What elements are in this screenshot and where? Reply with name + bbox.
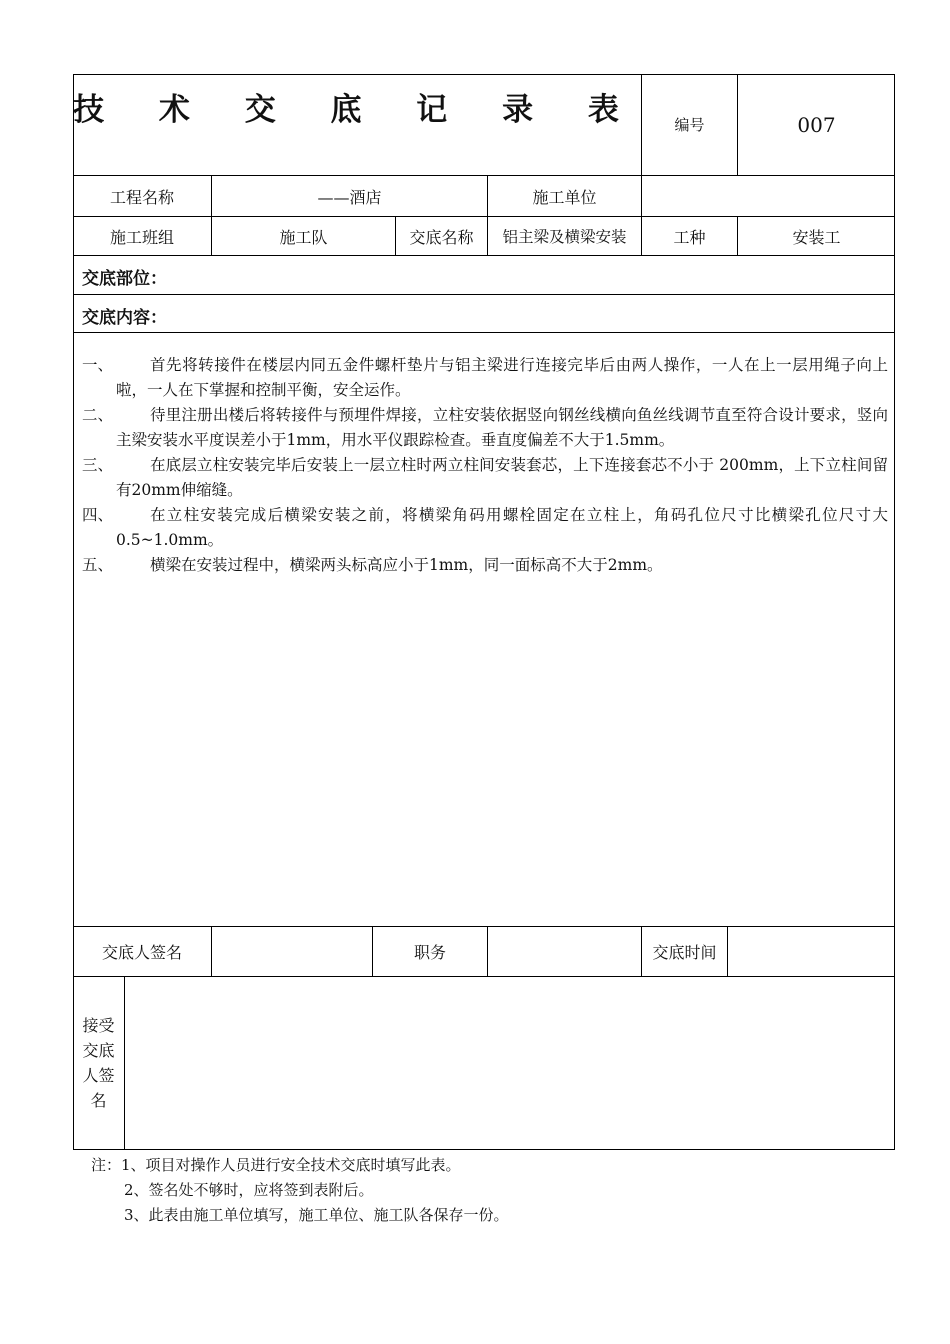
item-number: 五、 [82, 556, 114, 574]
disclosure-name-label: 交底名称 [409, 227, 474, 247]
disclosure-name-value: 铝主梁及横梁安装 [502, 228, 627, 246]
receiver-signature-label-cell [73, 976, 124, 1150]
note-item: 3、此表由施工单位填写，施工单位、施工队各保存一份。 [124, 1206, 509, 1224]
discloser-signature-field[interactable] [212, 927, 372, 976]
disclosure-content [82, 353, 888, 578]
team-value: 施工队 [279, 227, 328, 247]
content-item [82, 553, 888, 578]
content-item [82, 353, 888, 403]
discloser-signature-label: 交底人签名 [101, 943, 182, 962]
content-item [82, 503, 888, 553]
content-label: 交底内容： [82, 308, 167, 328]
position-label: 职务 [413, 943, 446, 962]
disclosure-time-label: 交底时间 [652, 943, 717, 962]
item-text: 横梁在安装过程中，横梁两头标高应小于1mm，同一面标高不大于2mm。 [150, 556, 663, 574]
project-name-label: 工程名称 [109, 187, 174, 207]
position-field[interactable] [488, 927, 641, 976]
content-item [82, 453, 888, 503]
item-text: 首先将转接件在楼层内同五金件螺杆垫片与铝主梁进行连接完毕后由两人操作，一人在上一层用绳子向上啦，一人在下掌握和控制平衡，安全运作。 [116, 356, 888, 399]
item-text: 在立柱安装完成后横梁安装之前，将横梁角码用螺栓固定在立柱上，角码孔位尺寸比横梁孔位尺寸大0.5~1.0mm。 [116, 506, 888, 549]
trade-value: 安装工 [792, 227, 841, 247]
trade-label: 工种 [673, 227, 706, 247]
item-number: 一、 [82, 356, 114, 374]
form-title: 技 术 交 底 记 录 表 [73, 92, 641, 128]
number-label: 编号 [674, 116, 705, 134]
note-item: 注：1、项目对操作人员进行安全技术交底时填写此表。 [91, 1156, 461, 1174]
item-number: 四、 [82, 506, 114, 524]
content-item [82, 403, 888, 453]
disclosure-time-field[interactable] [728, 927, 895, 976]
location-label: 交底部位： [82, 269, 167, 289]
construction-unit-label: 施工单位 [532, 187, 597, 207]
note-item: 2、签名处不够时，应将签到表附后。 [124, 1181, 374, 1199]
item-number: 二、 [82, 406, 114, 424]
project-name-value: ——酒店 [317, 187, 382, 207]
item-number: 三、 [82, 456, 114, 474]
number-value: 007 [797, 112, 836, 137]
receiver-signature-field[interactable] [125, 977, 895, 1150]
form-notes [91, 1153, 509, 1228]
item-text: 待里注册出楼后将转接件与预埋件焊接，立柱安装依据竖向钢丝线横向鱼丝线调节直至符合设计要求，竖向主梁安装水平度误差小于1mm，用水平仪跟踪检查。垂直度偏差不大于1.5mm。 [116, 406, 888, 449]
construction-unit-value [642, 176, 895, 216]
receiver-signature-label: 接受交底人签名 [82, 1016, 115, 1110]
team-label: 施工班组 [109, 227, 174, 247]
item-text: 在底层立柱安装完毕后安装上一层立柱时两立柱间安装套芯，上下连接套芯不小于 200mm，上下立柱间留有20mm伸缩缝。 [116, 456, 888, 499]
